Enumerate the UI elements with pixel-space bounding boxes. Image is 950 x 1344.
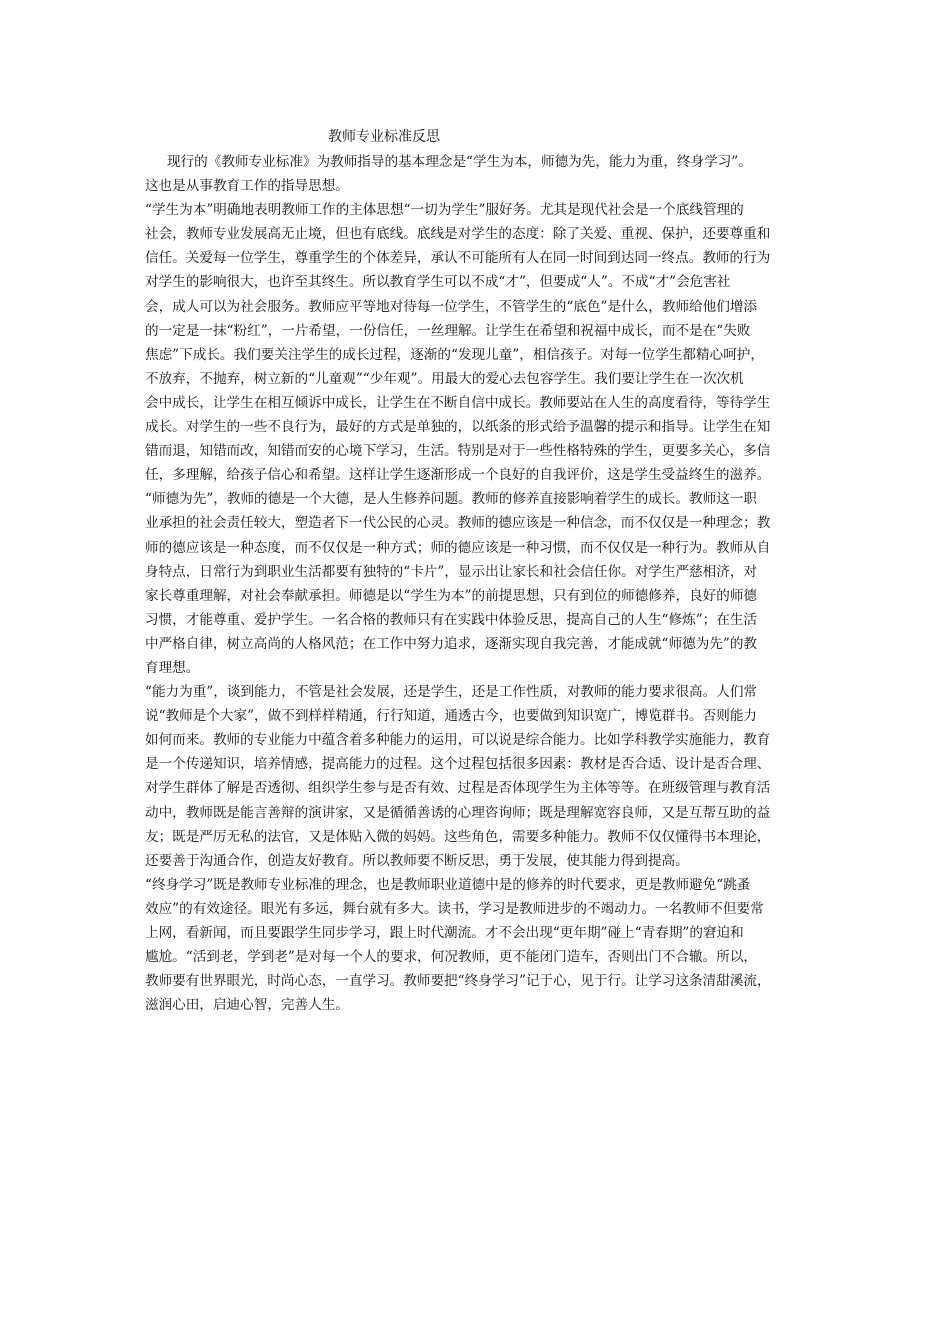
text-line: 焦虑”下成长。我们要关注学生的成长过程，逐渐的“发现儿童”，相信孩子。对每一位学生都精心呵护， — [145, 346, 764, 363]
text-line: 效应”的有效途径。眼光有多远，舞台就有多大。读书，学习是教师进步的不竭动力。一名教师不但要常 — [145, 900, 764, 917]
text-line: “师德为先”，教师的德是一个大德，是人生修养问题。教师的修养直接影响着学生的成长。教师这一职 — [145, 491, 758, 508]
text-line: 如何而来。教师的专业能力中蕴含着多种能力的运用，可以说是综合能力。比如学科教学实施能力，教育 — [145, 732, 771, 749]
document-body — [145, 150, 825, 1017]
text-line: “学生为本”明确地表明教师工作的主体思想“一切为学生”服好务。尤其是现代社会是一个底线管理的 — [145, 202, 744, 219]
text-line: 的一定是一抹“粉红”，一片希望，一份信任，一丝理解。让学生在希望和祝福中成长，而不是在“失败 — [145, 322, 751, 339]
text-line: 上网，看新闻，而且要跟学生同步学习，跟上时代潮流。才不会出现“更年期”碰上“青春期”的窘迫和 — [145, 925, 744, 941]
text-line: 业承担的社会责任较大，塑造者下一代公民的心灵。教师的德应该是一种信念，而不仅仅是一种理念；教 — [145, 515, 771, 532]
text-line: 还要善于沟通合作，创造友好教育。所以教师要不断反思，勇于发展，使其能力得到提高。 — [145, 852, 689, 869]
text-line: 师的德应该是一种态度，而不仅仅是一种方式；师的德应该是一种习惯，而不仅仅是一种行为。教师从自 — [145, 539, 771, 556]
text-line: 会中成长，让学生在相互倾诉中成长，让学生在不断自信中成长。教师要站在人生的高度看待，等待学生 — [145, 394, 771, 411]
text-line: 家长尊重理解，对社会奉献承担。师德是以“学生为本”的前提思想，只有到位的师德修养，良好的师德 — [145, 587, 758, 604]
text-line: 对学生的影响很大，也许至其终生。所以教育学生可以不成“才”，但要成“人”。不成“才”会危害社 — [145, 274, 731, 291]
text-line: 滋润心田，启迪心智，完善人生。 — [145, 997, 349, 1014]
text-line: 身特点，日常行为到职业生活都要有独特的“卡片”，显示出让家长和社会信任你。对学生严慈相济，对 — [145, 563, 758, 580]
text-line: 说“教师是个大家”，做不到样样精通，行行知道，通透古今，也要做到知识宽广，博览群书。否则能力 — [145, 708, 758, 725]
text-line: 会，成人可以为社会服务。教师应平等地对待每一位学生，不管学生的“底色”是什么，教师给他们增添 — [145, 298, 758, 315]
text-line: 这也是从事教育工作的指导思想。 — [145, 178, 349, 195]
text-line: 尴尬。“活到老，学到老”是对每一个人的要求，何况教师，更不能闭门造车，否则出门不合辙。所以， — [145, 949, 758, 966]
text-line: 习惯，才能尊重、爱护学生。一名合格的教师只有在实践中体验反思，提高自己的人生“修炼”；在生活 — [145, 611, 758, 628]
text-line: 不放弃，不抛弃，树立新的“儿童观”“少年观”。用最大的爱心去包容学生。我们要让学生在一次次机 — [145, 370, 744, 387]
text-line: 对学生群体了解是否透彻、组织学生参与是否有效、过程是否体现学生为主体等等。在班级管理与教育活 — [145, 780, 771, 797]
text-line: 任，多理解，给孩子信心和希望。这样让学生逐渐形成一个良好的自我评价，这是学生受益终生的滋养。 — [145, 467, 771, 484]
text-line: 现行的《教师专业标准》为教师指导的基本理念是“学生为本，师德为先，能力为重，终身学习”。 — [167, 154, 752, 170]
text-line: “终身学习”既是教师专业标准的理念，也是教师职业道德中是的修养的时代要求，更是教师避免“跳蚤 — [145, 876, 751, 893]
text-line: 中严格自律，树立高尚的人格风范；在工作中努力追求，逐渐实现自我完善，才能成就“师德为先”的教 — [145, 635, 758, 652]
text-line: 动中，教师既是能言善辩的演讲家，又是循循善诱的心理咨询师；既是理解宽容良师，又是互帮互助的益 — [145, 804, 771, 821]
text-line: 教师要有世界眼光，时尚心态，一直学习。教师要把“终身学习”记于心，见于行。让学习这条清甜溪流， — [145, 973, 771, 990]
text-line: 成长。对学生的一些不良行为，最好的方式是单独的，以纸条的形式给予温馨的提示和指导。让学生在知 — [145, 419, 771, 436]
text-line: 社会，教师专业发展高无止境，但也有底线。底线是对学生的态度：除了关爱、重视、保护，还要尊重和 — [145, 226, 771, 243]
text-line: 友；既是严厉无私的法官，又是体贴入微的妈妈。这些角色，需要多种能力。教师不仅仅懂得书本理论， — [145, 828, 771, 845]
text-line: 错而退，知错而改，知错而安的心境下学习，生活。特别是对于一些性格特殊的学生，更要多关心，多信 — [145, 443, 771, 460]
text-line: 信任。关爱每一位学生，尊重学生的个体差异，承认不可能所有人在同一时间到达同一终点。教师的行为 — [145, 250, 771, 267]
document-title: 教师专业标准反思 — [328, 129, 440, 145]
text-line: 育理想。 — [145, 659, 200, 676]
text-line: “能力为重”，谈到能力，不管是社会发展，还是学生，还是工作性质，对教师的能力要求很高。人们常 — [145, 684, 758, 701]
text-line: 是一个传递知识，培养情感，提高能力的过程。这个过程包括很多因素：教材是否合适、设计是否合理、 — [145, 756, 771, 773]
